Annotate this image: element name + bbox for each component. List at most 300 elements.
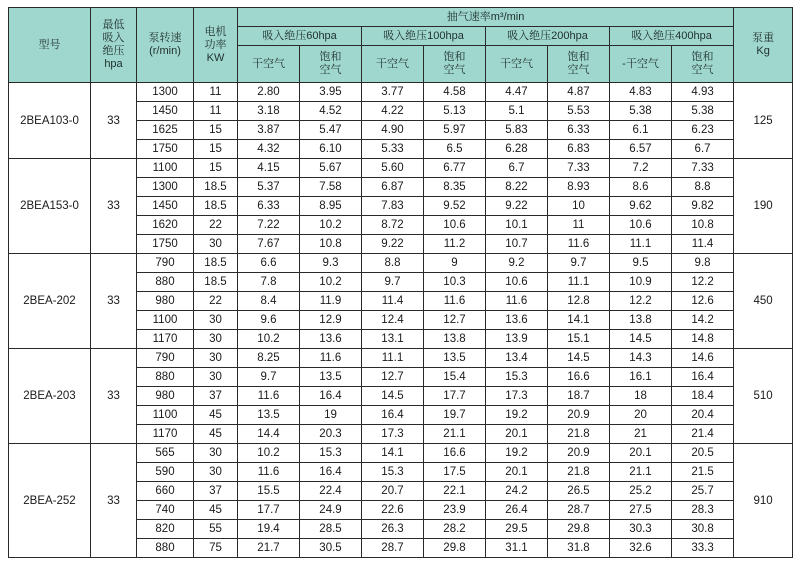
header-saturated-air-200 xyxy=(548,46,610,83)
header-min-pressure xyxy=(91,8,137,83)
header-saturated-line2: 空气 xyxy=(443,64,466,76)
dry-60-cell: 6.6 xyxy=(238,254,300,273)
speed-cell: 880 xyxy=(137,368,194,387)
min-pressure-cell: 33 xyxy=(91,83,137,159)
sat-400-cell: 11.4 xyxy=(672,235,734,254)
dry-200-cell: 20.1 xyxy=(486,463,548,482)
dry-60-cell: 2.80 xyxy=(238,83,300,102)
header-saturated-line1: 饱和 xyxy=(691,51,714,63)
dry-400-cell: 10.9 xyxy=(610,273,672,292)
table-header xyxy=(9,8,793,83)
power-cell: 18.5 xyxy=(194,254,238,273)
power-cell: 75 xyxy=(194,539,238,558)
sat-400-cell: 5.38 xyxy=(672,102,734,121)
model-cell: 2BEA103-0 xyxy=(9,83,91,159)
sat-60-cell: 3.95 xyxy=(300,83,362,102)
dry-200-cell: 13.6 xyxy=(486,311,548,330)
dry-60-cell: 10.2 xyxy=(238,444,300,463)
speed-cell: 1300 xyxy=(137,83,194,102)
sat-400-cell: 20.5 xyxy=(672,444,734,463)
sat-100-cell: 4.58 xyxy=(424,83,486,102)
sat-200-cell: 11.1 xyxy=(548,273,610,292)
header-saturated-line1: 饱和 xyxy=(319,51,342,63)
sat-60-cell: 24.9 xyxy=(300,501,362,520)
speed-cell: 790 xyxy=(137,349,194,368)
sat-200-cell: 31.8 xyxy=(548,539,610,558)
sat-60-cell: 30.5 xyxy=(300,539,362,558)
power-cell: 30 xyxy=(194,463,238,482)
dry-400-cell: 21.1 xyxy=(610,463,672,482)
dry-60-cell: 8.4 xyxy=(238,292,300,311)
sat-200-cell: 15.1 xyxy=(548,330,610,349)
sat-60-cell: 10.2 xyxy=(300,273,362,292)
sat-100-cell: 11.2 xyxy=(424,235,486,254)
header-power-line2: 功率 xyxy=(204,38,227,51)
sat-100-cell: 19.7 xyxy=(424,406,486,425)
power-cell: 15 xyxy=(194,140,238,159)
sat-60-cell: 16.4 xyxy=(300,387,362,406)
power-cell: 30 xyxy=(194,235,238,254)
dry-200-cell: 13.9 xyxy=(486,330,548,349)
pump-mass-cell: 190 xyxy=(734,159,793,254)
sat-400-cell: 12.2 xyxy=(672,273,734,292)
sat-200-cell: 10 xyxy=(548,197,610,216)
sat-100-cell: 6.77 xyxy=(424,159,486,178)
power-cell: 45 xyxy=(194,501,238,520)
dry-100-cell: 12.7 xyxy=(362,368,424,387)
sat-100-cell: 10.6 xyxy=(424,216,486,235)
dry-400-cell: 16.1 xyxy=(610,368,672,387)
sat-100-cell: 9.52 xyxy=(424,197,486,216)
header-dry-air-200: 干空气 xyxy=(486,46,548,83)
dry-60-cell: 19.4 xyxy=(238,520,300,539)
sat-100-cell: 17.7 xyxy=(424,387,486,406)
sat-400-cell: 20.4 xyxy=(672,406,734,425)
sat-60-cell: 12.9 xyxy=(300,311,362,330)
header-saturated-line1: 饱和 xyxy=(443,51,466,63)
speed-cell: 1100 xyxy=(137,311,194,330)
dry-200-cell: 11.6 xyxy=(486,292,548,311)
sat-200-cell: 21.8 xyxy=(548,425,610,444)
dry-100-cell: 14.5 xyxy=(362,387,424,406)
power-cell: 22 xyxy=(194,216,238,235)
dry-100-cell: 22.6 xyxy=(362,501,424,520)
sat-60-cell: 8.95 xyxy=(300,197,362,216)
speed-cell: 1300 xyxy=(137,178,194,197)
sat-400-cell: 4.93 xyxy=(672,83,734,102)
dry-60-cell: 14.4 xyxy=(238,425,300,444)
header-dry-air-60: 干空气 xyxy=(238,46,300,83)
power-cell: 18.5 xyxy=(194,273,238,292)
header-saturated-line2: 空气 xyxy=(319,64,342,76)
sat-100-cell: 5.13 xyxy=(424,102,486,121)
speed-cell: 880 xyxy=(137,539,194,558)
sat-60-cell: 13.5 xyxy=(300,368,362,387)
sat-100-cell: 6.5 xyxy=(424,140,486,159)
dry-100-cell: 9.7 xyxy=(362,273,424,292)
dry-100-cell: 5.60 xyxy=(362,159,424,178)
dry-100-cell: 20.7 xyxy=(362,482,424,501)
header-saturated-air-60 xyxy=(300,46,362,83)
dry-400-cell: 14.3 xyxy=(610,349,672,368)
dry-60-cell: 10.2 xyxy=(238,330,300,349)
header-speed-label: 泵转速 xyxy=(148,32,182,44)
sat-400-cell: 14.6 xyxy=(672,349,734,368)
speed-cell: 590 xyxy=(137,463,194,482)
header-saturated-air-400 xyxy=(672,46,734,83)
model-cell: 2BEA-203 xyxy=(9,349,91,444)
sat-400-cell: 30.8 xyxy=(672,520,734,539)
dry-200-cell: 6.7 xyxy=(486,159,548,178)
dry-100-cell: 28.7 xyxy=(362,539,424,558)
speed-cell: 790 xyxy=(137,254,194,273)
dry-400-cell: 4.83 xyxy=(610,83,672,102)
dry-100-cell: 11.4 xyxy=(362,292,424,311)
sat-400-cell: 28.3 xyxy=(672,501,734,520)
power-cell: 11 xyxy=(194,83,238,102)
sat-400-cell: 33.3 xyxy=(672,539,734,558)
pump-mass-cell: 910 xyxy=(734,444,793,558)
sat-100-cell: 15.4 xyxy=(424,368,486,387)
power-cell: 15 xyxy=(194,121,238,140)
dry-400-cell: 13.8 xyxy=(610,311,672,330)
dry-100-cell: 15.3 xyxy=(362,463,424,482)
model-cell: 2BEA153-0 xyxy=(9,159,91,254)
dry-60-cell: 21.7 xyxy=(238,539,300,558)
sat-100-cell: 22.1 xyxy=(424,482,486,501)
dry-60-cell: 7.22 xyxy=(238,216,300,235)
sat-400-cell: 7.33 xyxy=(672,159,734,178)
dry-200-cell: 19.2 xyxy=(486,444,548,463)
sat-60-cell: 5.47 xyxy=(300,121,362,140)
dry-200-cell: 6.28 xyxy=(486,140,548,159)
dry-400-cell: 5.38 xyxy=(610,102,672,121)
sat-200-cell: 26.5 xyxy=(548,482,610,501)
dry-200-cell: 29.5 xyxy=(486,520,548,539)
power-cell: 11 xyxy=(194,102,238,121)
pump-mass-cell: 450 xyxy=(734,254,793,349)
dry-60-cell: 6.33 xyxy=(238,197,300,216)
header-model: 型号 xyxy=(9,8,91,83)
sat-100-cell: 9 xyxy=(424,254,486,273)
dry-200-cell: 5.83 xyxy=(486,121,548,140)
sat-400-cell: 8.8 xyxy=(672,178,734,197)
table-row xyxy=(9,254,793,273)
power-cell: 37 xyxy=(194,482,238,501)
table-row xyxy=(9,159,793,178)
power-cell: 30 xyxy=(194,368,238,387)
speed-cell: 1750 xyxy=(137,235,194,254)
dry-200-cell: 4.47 xyxy=(486,83,548,102)
header-min-pressure-line3: 绝压 xyxy=(102,45,125,57)
model-cell: 2BEA-252 xyxy=(9,444,91,558)
sat-400-cell: 6.23 xyxy=(672,121,734,140)
speed-cell: 980 xyxy=(137,292,194,311)
speed-cell: 1170 xyxy=(137,425,194,444)
dry-60-cell: 17.7 xyxy=(238,501,300,520)
header-pump-mass xyxy=(734,8,793,83)
dry-60-cell: 9.7 xyxy=(238,368,300,387)
sat-100-cell: 10.3 xyxy=(424,273,486,292)
speed-cell: 980 xyxy=(137,387,194,406)
sat-200-cell: 7.33 xyxy=(548,159,610,178)
speed-cell: 1625 xyxy=(137,121,194,140)
dry-400-cell: 6.1 xyxy=(610,121,672,140)
dry-60-cell: 7.67 xyxy=(238,235,300,254)
header-speed xyxy=(137,8,194,83)
speed-cell: 1100 xyxy=(137,159,194,178)
dry-200-cell: 10.1 xyxy=(486,216,548,235)
sat-400-cell: 21.5 xyxy=(672,463,734,482)
sat-400-cell: 9.8 xyxy=(672,254,734,273)
sat-200-cell: 20.9 xyxy=(548,444,610,463)
dry-100-cell: 4.22 xyxy=(362,102,424,121)
sat-400-cell: 16.4 xyxy=(672,368,734,387)
dry-60-cell: 11.6 xyxy=(238,463,300,482)
dry-400-cell: 18 xyxy=(610,387,672,406)
sat-200-cell: 6.33 xyxy=(548,121,610,140)
sat-200-cell: 5.53 xyxy=(548,102,610,121)
sat-100-cell: 23.9 xyxy=(424,501,486,520)
dry-100-cell: 12.4 xyxy=(362,311,424,330)
sat-400-cell: 21.4 xyxy=(672,425,734,444)
sat-200-cell: 12.8 xyxy=(548,292,610,311)
speed-cell: 1100 xyxy=(137,406,194,425)
dry-200-cell: 26.4 xyxy=(486,501,548,520)
power-cell: 18.5 xyxy=(194,178,238,197)
header-pressure-60: 吸入绝压60hpa xyxy=(238,27,362,46)
sat-60-cell: 10.2 xyxy=(300,216,362,235)
dry-400-cell: 11.1 xyxy=(610,235,672,254)
sat-100-cell: 13.8 xyxy=(424,330,486,349)
sat-200-cell: 14.5 xyxy=(548,349,610,368)
sat-60-cell: 22.4 xyxy=(300,482,362,501)
sat-200-cell: 21.8 xyxy=(548,463,610,482)
dry-400-cell: 8.6 xyxy=(610,178,672,197)
header-pump-mass-label: 泵重 xyxy=(752,32,775,44)
dry-60-cell: 9.6 xyxy=(238,311,300,330)
dry-100-cell: 6.87 xyxy=(362,178,424,197)
header-min-pressure-unit: hpa xyxy=(104,58,123,70)
sat-100-cell: 12.7 xyxy=(424,311,486,330)
sat-200-cell: 14.1 xyxy=(548,311,610,330)
dry-200-cell: 20.1 xyxy=(486,425,548,444)
sat-60-cell: 10.8 xyxy=(300,235,362,254)
sat-100-cell: 8.35 xyxy=(424,178,486,197)
dry-400-cell: 14.5 xyxy=(610,330,672,349)
header-power-line1: 电机 xyxy=(204,25,227,38)
sat-60-cell: 7.58 xyxy=(300,178,362,197)
dry-100-cell: 9.22 xyxy=(362,235,424,254)
sat-400-cell: 18.4 xyxy=(672,387,734,406)
sat-60-cell: 11.6 xyxy=(300,349,362,368)
spec-table-container xyxy=(8,7,792,558)
sat-60-cell: 28.5 xyxy=(300,520,362,539)
header-pressure-400: 吸入绝压400hpa xyxy=(610,27,734,46)
power-cell: 30 xyxy=(194,311,238,330)
sat-200-cell: 18.7 xyxy=(548,387,610,406)
dry-60-cell: 3.87 xyxy=(238,121,300,140)
dry-100-cell: 14.1 xyxy=(362,444,424,463)
dry-400-cell: 7.2 xyxy=(610,159,672,178)
power-cell: 15 xyxy=(194,159,238,178)
dry-200-cell: 8.22 xyxy=(486,178,548,197)
sat-60-cell: 6.10 xyxy=(300,140,362,159)
dry-200-cell: 9.22 xyxy=(486,197,548,216)
dry-200-cell: 19.2 xyxy=(486,406,548,425)
sat-400-cell: 12.6 xyxy=(672,292,734,311)
dry-60-cell: 13.5 xyxy=(238,406,300,425)
speed-cell: 1170 xyxy=(137,330,194,349)
header-min-pressure-line2: 吸入 xyxy=(102,32,125,44)
speed-cell: 1450 xyxy=(137,102,194,121)
sat-400-cell: 6.7 xyxy=(672,140,734,159)
header-speed-unit: (r/min) xyxy=(149,45,181,57)
header-power-unit: KW xyxy=(206,51,225,64)
sat-400-cell: 14.8 xyxy=(672,330,734,349)
dry-60-cell: 4.32 xyxy=(238,140,300,159)
header-dry-air-100: 干空气 xyxy=(362,46,424,83)
sat-100-cell: 5.97 xyxy=(424,121,486,140)
dry-200-cell: 5.1 xyxy=(486,102,548,121)
power-cell: 55 xyxy=(194,520,238,539)
dry-200-cell: 10.6 xyxy=(486,273,548,292)
sat-200-cell: 16.6 xyxy=(548,368,610,387)
sat-60-cell: 11.9 xyxy=(300,292,362,311)
dry-400-cell: 12.2 xyxy=(610,292,672,311)
dry-100-cell: 26.3 xyxy=(362,520,424,539)
pump-spec-table xyxy=(8,7,793,558)
dry-400-cell: 9.5 xyxy=(610,254,672,273)
header-suction-rate: 抽气速率m³/min xyxy=(238,8,734,27)
header-saturated-line2: 空气 xyxy=(691,64,714,76)
sat-400-cell: 14.2 xyxy=(672,311,734,330)
header-min-pressure-line1: 最低 xyxy=(102,19,125,31)
header-saturated-air-100 xyxy=(424,46,486,83)
sat-60-cell: 16.4 xyxy=(300,463,362,482)
power-cell: 22 xyxy=(194,292,238,311)
pump-mass-cell: 125 xyxy=(734,83,793,159)
sat-100-cell: 28.2 xyxy=(424,520,486,539)
sat-400-cell: 10.8 xyxy=(672,216,734,235)
dry-400-cell: 25.2 xyxy=(610,482,672,501)
dry-400-cell: 9.62 xyxy=(610,197,672,216)
header-saturated-line2: 空气 xyxy=(567,64,590,76)
dry-400-cell: 21 xyxy=(610,425,672,444)
dry-200-cell: 15.3 xyxy=(486,368,548,387)
speed-cell: 740 xyxy=(137,501,194,520)
dry-100-cell: 16.4 xyxy=(362,406,424,425)
sat-200-cell: 4.87 xyxy=(548,83,610,102)
dry-100-cell: 13.1 xyxy=(362,330,424,349)
sat-60-cell: 15.3 xyxy=(300,444,362,463)
dry-100-cell: 17.3 xyxy=(362,425,424,444)
sat-200-cell: 20.9 xyxy=(548,406,610,425)
header-pressure-100: 吸入绝压100hpa xyxy=(362,27,486,46)
sat-400-cell: 9.82 xyxy=(672,197,734,216)
dry-100-cell: 7.83 xyxy=(362,197,424,216)
min-pressure-cell: 33 xyxy=(91,159,137,254)
sat-100-cell: 16.6 xyxy=(424,444,486,463)
dry-60-cell: 11.6 xyxy=(238,387,300,406)
min-pressure-cell: 33 xyxy=(91,444,137,558)
dry-400-cell: 10.6 xyxy=(610,216,672,235)
pump-mass-cell: 510 xyxy=(734,349,793,444)
table-row xyxy=(9,349,793,368)
speed-cell: 820 xyxy=(137,520,194,539)
sat-400-cell: 25.7 xyxy=(672,482,734,501)
power-cell: 30 xyxy=(194,330,238,349)
header-pressure-200: 吸入绝压200hpa xyxy=(486,27,610,46)
dry-60-cell: 8.25 xyxy=(238,349,300,368)
power-cell: 37 xyxy=(194,387,238,406)
sat-100-cell: 13.5 xyxy=(424,349,486,368)
dry-100-cell: 4.90 xyxy=(362,121,424,140)
sat-60-cell: 4.52 xyxy=(300,102,362,121)
dry-100-cell: 3.77 xyxy=(362,83,424,102)
dry-60-cell: 3.18 xyxy=(238,102,300,121)
header-dry-air-400: -干空气 xyxy=(610,46,672,83)
sat-200-cell: 28.7 xyxy=(548,501,610,520)
dry-100-cell: 11.1 xyxy=(362,349,424,368)
sat-60-cell: 19 xyxy=(300,406,362,425)
dry-400-cell: 20 xyxy=(610,406,672,425)
sat-100-cell: 11.6 xyxy=(424,292,486,311)
sat-200-cell: 11.6 xyxy=(548,235,610,254)
sat-200-cell: 9.7 xyxy=(548,254,610,273)
power-cell: 30 xyxy=(194,444,238,463)
table-body xyxy=(9,83,793,558)
power-cell: 45 xyxy=(194,425,238,444)
header-power xyxy=(194,8,238,83)
sat-100-cell: 17.5 xyxy=(424,463,486,482)
speed-cell: 1450 xyxy=(137,197,194,216)
power-cell: 45 xyxy=(194,406,238,425)
dry-60-cell: 15.5 xyxy=(238,482,300,501)
dry-60-cell: 7.8 xyxy=(238,273,300,292)
dry-400-cell: 20.1 xyxy=(610,444,672,463)
dry-100-cell: 8.8 xyxy=(362,254,424,273)
dry-200-cell: 31.1 xyxy=(486,539,548,558)
speed-cell: 565 xyxy=(137,444,194,463)
table-row xyxy=(9,83,793,102)
speed-cell: 660 xyxy=(137,482,194,501)
speed-cell: 1620 xyxy=(137,216,194,235)
dry-200-cell: 9.2 xyxy=(486,254,548,273)
sat-100-cell: 29.8 xyxy=(424,539,486,558)
min-pressure-cell: 33 xyxy=(91,349,137,444)
dry-400-cell: 30.3 xyxy=(610,520,672,539)
min-pressure-cell: 33 xyxy=(91,254,137,349)
sat-200-cell: 8.93 xyxy=(548,178,610,197)
sat-60-cell: 13.6 xyxy=(300,330,362,349)
sat-60-cell: 20.3 xyxy=(300,425,362,444)
dry-400-cell: 6.57 xyxy=(610,140,672,159)
header-saturated-line1: 饱和 xyxy=(567,51,590,63)
sat-200-cell: 29.8 xyxy=(548,520,610,539)
sat-200-cell: 11 xyxy=(548,216,610,235)
speed-cell: 880 xyxy=(137,273,194,292)
dry-100-cell: 8.72 xyxy=(362,216,424,235)
model-cell: 2BEA-202 xyxy=(9,254,91,349)
table-row xyxy=(9,444,793,463)
dry-200-cell: 24.2 xyxy=(486,482,548,501)
speed-cell: 1750 xyxy=(137,140,194,159)
sat-60-cell: 5.67 xyxy=(300,159,362,178)
power-cell: 18.5 xyxy=(194,197,238,216)
sat-100-cell: 21.1 xyxy=(424,425,486,444)
dry-100-cell: 5.33 xyxy=(362,140,424,159)
